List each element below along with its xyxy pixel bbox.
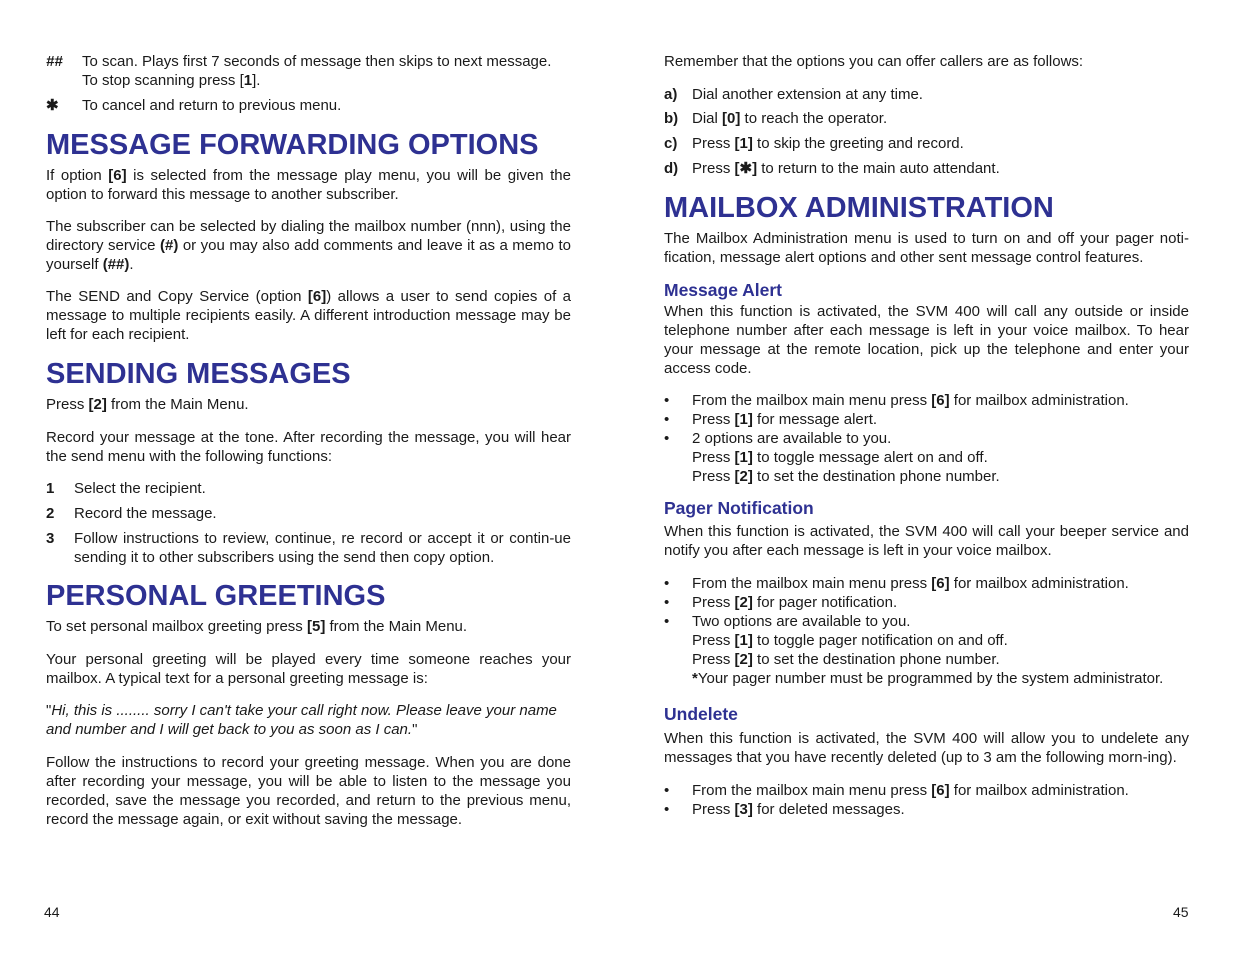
cancel-item — [46, 96, 571, 115]
text: ]. — [252, 72, 261, 89]
list-item — [664, 391, 1189, 410]
list-item — [664, 574, 1189, 593]
sub-option — [664, 631, 1189, 650]
scan-item — [46, 52, 571, 90]
bullet-text — [692, 574, 1129, 593]
list-item — [46, 479, 571, 498]
text: To set personal mailbox greeting press — [46, 618, 307, 635]
list-item — [664, 134, 1189, 153]
bullet-icon — [664, 429, 692, 448]
greeting-quote — [46, 701, 571, 739]
list-item — [664, 410, 1189, 429]
text: to set the destination phone number. — [752, 651, 1000, 668]
page-number: 45 — [1173, 904, 1189, 920]
bullet-icon — [664, 593, 692, 612]
text: Press — [692, 468, 735, 485]
option-letter: a) — [664, 86, 678, 103]
text: Press — [46, 396, 89, 413]
list-item — [664, 429, 1189, 448]
bullet-text — [692, 593, 897, 612]
bullet-text: 2 options are available to you. — [692, 430, 892, 447]
text: to set the destination phone number. — [752, 468, 1000, 485]
bullet: • — [664, 575, 670, 592]
bullet-text — [692, 781, 1129, 800]
text: " — [412, 721, 418, 738]
paragraph: Remember that the options you can offer callers are as follows: — [664, 53, 1084, 70]
bullet: • — [664, 613, 670, 630]
text: to reach the operator. — [740, 110, 888, 127]
key-label: [2] — [88, 396, 107, 413]
bullet-icon — [664, 574, 692, 593]
bullet-text: Two options are available to you. — [692, 613, 911, 630]
text: Hi, this is ........ sorry I can't take your call right now. Please leave your name and number and I will get back to you as soon as I can. — [46, 702, 557, 738]
text: " — [46, 702, 52, 719]
paragraph — [46, 166, 571, 204]
key-label: [3] — [734, 801, 753, 818]
key-label: [1] — [734, 632, 753, 649]
key-label: [1] — [734, 411, 753, 428]
text: Press — [692, 160, 735, 177]
page-number: 44 — [44, 904, 60, 920]
paragraph — [46, 617, 571, 636]
bullet: • — [664, 411, 670, 428]
list-item — [46, 504, 571, 523]
text: If option — [46, 167, 109, 184]
text: From the mailbox main menu press — [692, 575, 932, 592]
text: Press — [692, 411, 735, 428]
key-label: [5] — [306, 618, 326, 635]
paragraph: When this function is activated, the SVM 400 will call any outside or inside telephone number after each message is left in your voice mailbox. To hear your message at the remote location, pick up the telephone and enter your access code. — [664, 303, 1189, 377]
key-label: [6] — [307, 288, 327, 305]
item-text: To cancel and return to previous menu. — [82, 97, 342, 114]
list-item — [664, 85, 1189, 104]
key-label: [2] — [734, 651, 753, 668]
text: Dial another extension at any time. — [692, 86, 923, 103]
step-number: 2 — [46, 505, 55, 522]
option-text — [692, 134, 964, 153]
left-page — [46, 52, 571, 829]
step-text: Record the message. — [74, 505, 217, 522]
subsection-title: Pager Notification — [664, 498, 814, 518]
sub-option — [664, 650, 1189, 669]
list-item — [46, 529, 571, 567]
paragraph: The Mailbox Administration menu is used to turn on and off your pager noti-fication, message alert options and other sent message control features. — [664, 230, 1189, 266]
text: The SEND and Copy Service (option — [46, 288, 308, 305]
bullet-icon — [664, 800, 692, 819]
bullet-text — [692, 410, 877, 429]
item-text: To scan. Plays first 7 seconds of message then skips to next message. — [82, 53, 552, 70]
asterisk-icon: ✱ — [46, 97, 59, 114]
text: for mailbox administration. — [949, 782, 1129, 799]
key-label: [6] — [108, 167, 127, 184]
text: to return to the main auto attendant. — [757, 160, 1000, 177]
text: or you may also add comments and leave it as a memo to yourself — [46, 237, 571, 273]
text: Press — [692, 449, 735, 466]
option-text — [692, 159, 1000, 178]
right-page — [664, 52, 1189, 819]
list-item — [664, 159, 1189, 178]
bullet-icon — [664, 410, 692, 429]
paragraph: Your personal greeting will be played every time someone reaches your mailbox. A typical text for a personal greeting message is: — [46, 651, 571, 687]
bullet-icon — [664, 391, 692, 410]
section-title: SENDING MESSAGES — [46, 358, 351, 390]
item-text — [82, 71, 551, 90]
subsection-title: Undelete — [664, 704, 738, 724]
sub-option — [664, 467, 1189, 486]
text: for deleted messages. — [752, 801, 905, 818]
sub-option — [664, 448, 1189, 467]
paragraph — [46, 287, 571, 344]
key-label: (##) — [102, 256, 130, 273]
list-item — [664, 593, 1189, 612]
paragraph: Follow the instructions to record your greeting message. When you are done after recording your message, you will be able to listen to the message you recorded, save the message you recorded, and return to the previous menu, record the message again, or exit without saving the message. — [46, 754, 571, 828]
paragraph: When this function is activated, the SVM 400 will allow you to undelete any messages that you have recently deleted (up to 3 am the following morn-ing). — [664, 730, 1189, 766]
list-item — [664, 612, 1189, 631]
key-label: [0] — [722, 110, 741, 127]
section-title: PERSONAL GREETINGS — [46, 580, 386, 612]
subsection-title: Message Alert — [664, 280, 783, 300]
text: Press — [692, 801, 735, 818]
list-item — [664, 109, 1189, 128]
key-label: [1] — [734, 449, 753, 466]
text: for mailbox administration. — [949, 392, 1129, 409]
bullet: • — [664, 430, 670, 447]
text: Your pager number must be programmed by the system administrator. — [697, 670, 1164, 687]
text: ) allows a user to send copies of a message to multiple recipients easily. A different introduction message may be left for each recipient. — [46, 288, 571, 343]
step-text: Follow instructions to review, continue, re record or accept it or contin-ue sending it to other subscribers using the send then copy option. — [74, 530, 571, 566]
section-title: MAILBOX ADMINISTRATION — [664, 192, 1054, 224]
paragraph: When this function is activated, the SVM 400 will call your beeper service and notify you after each message is left in your voice mailbox. — [664, 523, 1189, 559]
text: for pager notification. — [752, 594, 898, 611]
key-label: [6] — [931, 575, 950, 592]
list-item — [664, 781, 1189, 800]
text: From the mailbox main menu press — [692, 392, 932, 409]
text: for message alert. — [752, 411, 878, 428]
key-label: [6] — [931, 392, 950, 409]
bullet: • — [664, 594, 670, 611]
paragraph — [46, 217, 571, 274]
bullet: • — [664, 392, 670, 409]
sub-option — [664, 669, 1189, 688]
text: . — [129, 256, 134, 273]
paragraph: Record your message at the tone. After recording the message, you will hear the send menu with the following functions: — [46, 429, 571, 465]
text: to toggle message alert on and off. — [752, 449, 988, 466]
option-letter: d) — [664, 160, 679, 177]
option-letter: c) — [664, 135, 678, 152]
text: To stop scanning press [ — [82, 72, 244, 89]
bullet: • — [664, 801, 670, 818]
text: to toggle pager notification on and off. — [752, 632, 1008, 649]
item-marker: ## — [46, 53, 63, 70]
key-label: 1 — [243, 72, 253, 89]
section-title: MESSAGE FORWARDING OPTIONS — [46, 129, 539, 161]
text: for mailbox administration. — [949, 575, 1129, 592]
text: Press — [692, 135, 735, 152]
text: is selected from the message play menu, you will be given the option to forward this message to another subscriber. — [46, 167, 571, 203]
key-label: [2] — [734, 594, 753, 611]
step-number: 3 — [46, 530, 55, 547]
text: From the mailbox main menu press — [692, 782, 932, 799]
step-text: Select the recipient. — [74, 480, 206, 497]
bullet: • — [664, 782, 670, 799]
asterisk-note: * — [692, 670, 698, 687]
bullet-icon — [664, 781, 692, 800]
bullet-text — [692, 800, 905, 819]
text: to skip the greeting and record. — [752, 135, 964, 152]
text: Press — [692, 594, 735, 611]
key-label: [6] — [931, 782, 950, 799]
list-item — [664, 800, 1189, 819]
bullet-icon — [664, 612, 692, 631]
text: from the Main Menu. — [106, 396, 249, 413]
key-label: [2] — [734, 468, 753, 485]
option-letter: b) — [664, 110, 679, 127]
key-label: [1] — [734, 135, 753, 152]
bullet-text — [692, 391, 1129, 410]
text: The subscriber can be selected by dialing the mailbox number (nnn), using the directory service — [46, 218, 571, 254]
text: Press — [692, 632, 735, 649]
text: Press — [692, 651, 735, 668]
paragraph — [46, 395, 571, 414]
text: from the Main Menu. — [325, 618, 468, 635]
step-number: 1 — [46, 480, 55, 497]
option-text — [692, 109, 887, 128]
option-text — [692, 85, 923, 104]
key-label: (#) — [160, 237, 179, 254]
key-label: [✱] — [734, 160, 758, 177]
text: Dial — [692, 110, 723, 127]
